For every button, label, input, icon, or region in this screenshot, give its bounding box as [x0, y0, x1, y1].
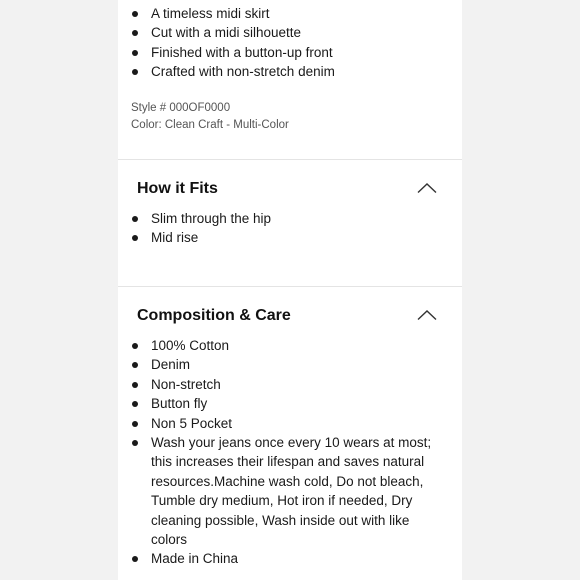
chevron-up-icon[interactable] — [417, 309, 437, 321]
list-item — [118, 4, 462, 23]
section-title: Composition & Care — [137, 307, 291, 324]
bullet-dot — [132, 556, 138, 562]
bullet-dot — [132, 382, 138, 388]
product-details-panel — [118, 0, 462, 580]
list-item — [118, 43, 462, 62]
feature-text: A timeless midi skirt — [151, 6, 270, 21]
care-text: Non-stretch — [151, 376, 221, 392]
care-text: Made in China — [151, 551, 239, 567]
list-item — [118, 375, 462, 394]
composition-list — [118, 336, 462, 569]
bullet-dot — [132, 69, 138, 75]
feature-text: Cut with a midi silhouette — [151, 25, 302, 41]
how-it-fits-list — [118, 209, 462, 248]
bullet-dot — [132, 343, 138, 349]
feature-text: Finished with a button-up front — [151, 44, 333, 60]
fit-text: Slim through the hip — [151, 211, 272, 226]
bullet-dot — [132, 235, 138, 241]
divider — [118, 286, 462, 287]
bullet-dot — [132, 362, 138, 368]
list-item — [118, 433, 462, 549]
list-item — [118, 414, 462, 433]
list-item — [118, 62, 462, 81]
bullet-dot — [132, 50, 138, 56]
list-item — [118, 394, 462, 413]
care-text: Button fly — [151, 396, 208, 412]
how-it-fits-header[interactable] — [118, 177, 462, 201]
bullet-dot — [132, 11, 138, 17]
style-number: Style # 000OF0000 — [131, 102, 231, 114]
list-item — [118, 228, 462, 247]
bullet-dot — [132, 30, 138, 36]
feature-text: Crafted with non-stretch denim — [151, 64, 335, 80]
bullet-dot — [132, 401, 138, 407]
section-title: How it Fits — [137, 180, 218, 197]
color-label: Color: Clean Craft - Multi-Color — [131, 119, 289, 131]
divider — [118, 159, 462, 160]
composition-care-header[interactable] — [118, 304, 462, 328]
care-text: 100% Cotton — [151, 338, 230, 353]
bullet-dot — [132, 440, 138, 446]
fit-text: Mid rise — [151, 230, 199, 246]
care-text: Non 5 Pocket — [151, 415, 233, 431]
bullet-dot — [132, 421, 138, 427]
list-item — [118, 23, 462, 42]
features-list — [118, 4, 462, 82]
bullet-dot — [132, 216, 138, 222]
chevron-up-icon[interactable] — [417, 182, 437, 194]
list-item — [118, 355, 462, 374]
care-text: Denim — [151, 357, 191, 373]
list-item — [118, 549, 462, 568]
care-text: Wash your jeans once every 10 wears at most; this increases their lifespan and saves natural resources.Machine wash cold, Do not bleach, Tumble dry medium, Hot iron if needed, Dry cleaning possible, Wash inside out with like colors — [151, 435, 432, 548]
list-item — [118, 336, 462, 355]
list-item — [118, 209, 462, 228]
